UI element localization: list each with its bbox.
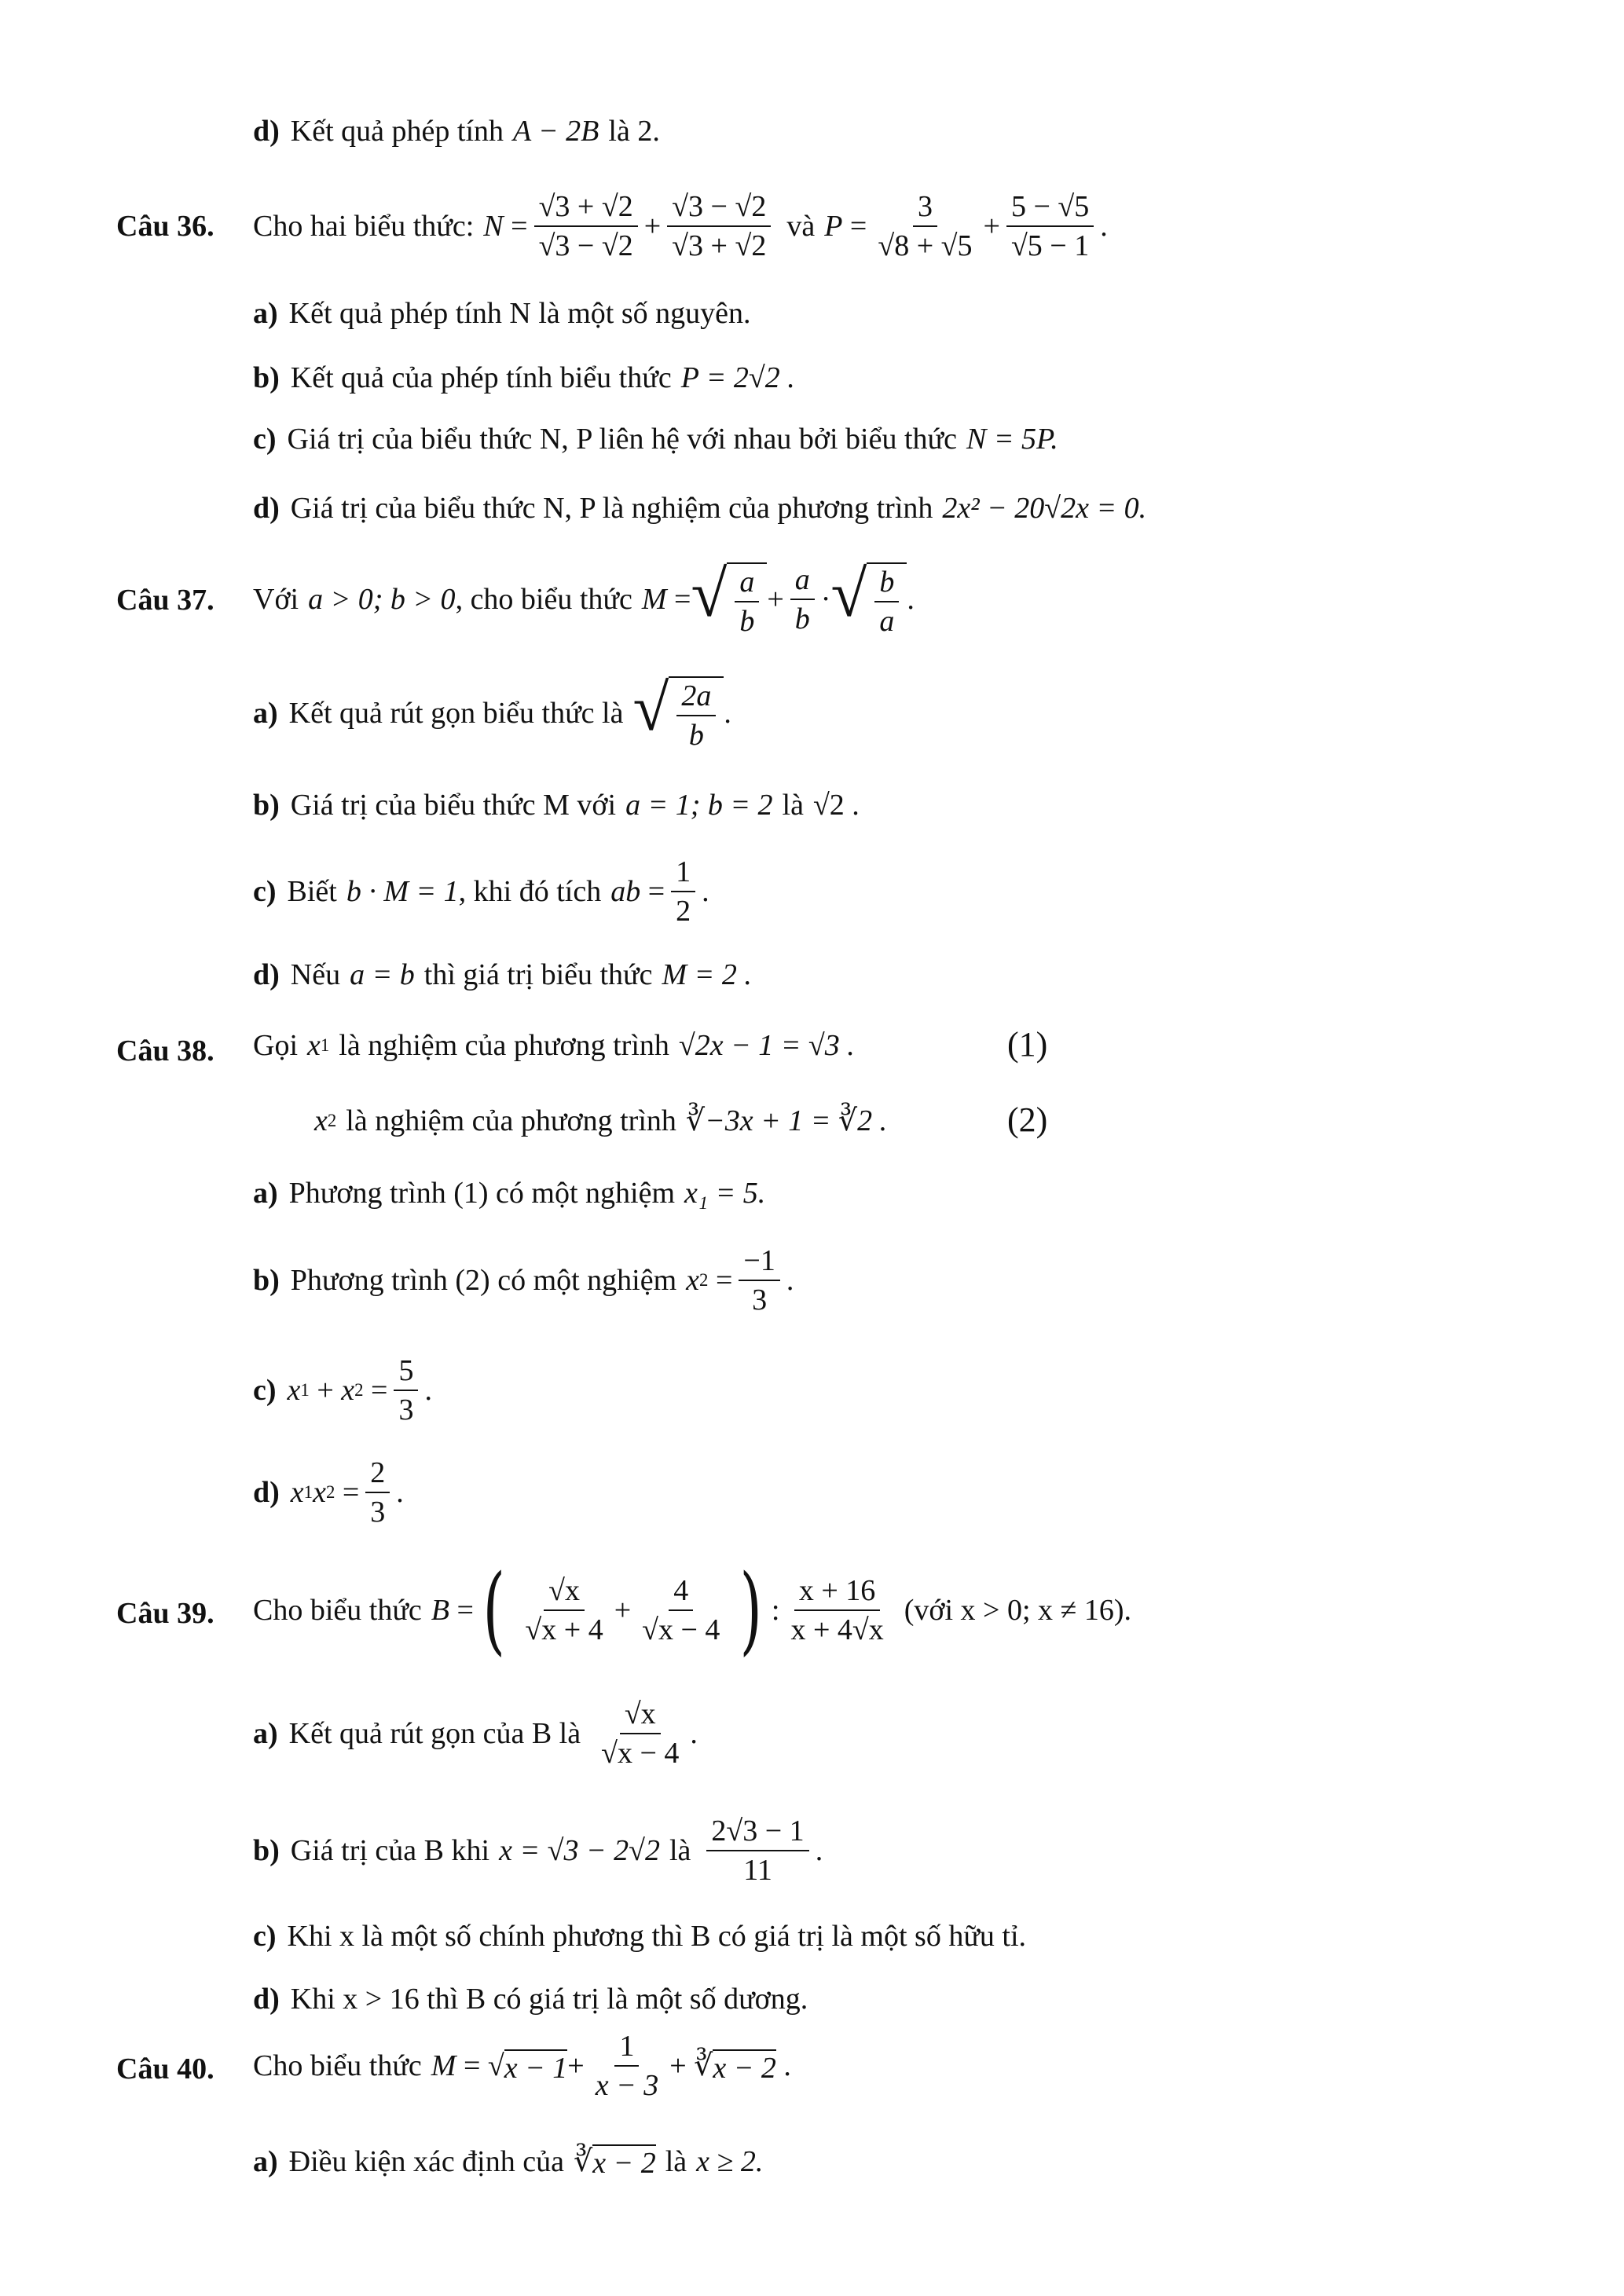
q36-option-c [253, 424, 1058, 454]
option-tail: là 2. [608, 115, 660, 148]
q37-option-c: c) Biết b · M = 1 , khi đó tích ab = $\frac{1}{2}$ . [253, 855, 709, 928]
option-label: c) [253, 1920, 277, 1953]
math-expr: 2x² − 20√2x = 0. [942, 492, 1147, 525]
math-expr: x = √3 − 2√2 [499, 1834, 660, 1867]
left-paren: ( [482, 1554, 505, 1666]
q37-option-d [253, 960, 752, 990]
option-text: Khi x > 16 thì B có giá trị là một số dương. [290, 1983, 808, 2016]
question-label: Câu 38. [116, 1034, 214, 1067]
option-label: d) [253, 1476, 280, 1509]
option-label: c) [253, 423, 277, 456]
option-label: c) [253, 1374, 277, 1407]
fraction: $\frac{5}{3}$ [394, 1356, 418, 1425]
option-text: Giá trị của biểu thức M với [290, 789, 617, 822]
question-intro: Cho biểu thức [253, 1594, 422, 1627]
sqrt-expr: √ $\frac{b}{a}$ [830, 562, 907, 636]
option-text: Phương trình (2) có một nghiệm [290, 1264, 677, 1297]
fraction: $\frac{-1}{3}$ [739, 1246, 779, 1315]
fraction: $\frac{√3 + √2}{√3 - √2}$ [534, 192, 638, 261]
option-label: a) [253, 697, 278, 730]
option-text: Biết [287, 875, 337, 908]
option-text: Giá trị của B khi [290, 1834, 490, 1867]
option-label: d) [253, 492, 280, 525]
q39-stem: Cho biểu thức B = ( $\frac{√x}{√x + 4}$ + $\frac{4}{√x - 4}$ ) : $\frac{x + 16}{x + 4√x}$ (với x > 0; x ≠ 16). [253, 1554, 1132, 1666]
connector-text: là [665, 2144, 687, 2178]
fraction: $\frac{√x}{√x + 4}$ [525, 1574, 603, 1646]
q39-option-b: b) Giá trị của B khi x = √3 − 2√2 là $\frac{2√3 - 1}{11}$ . [253, 1814, 823, 1887]
q36-option-a [253, 298, 751, 328]
question-intro: Cho biểu thức [253, 2049, 422, 2082]
option-text: Kết quả của phép tính biểu thức [290, 361, 672, 394]
option-text: Kết quả rút gọn của B là [288, 1717, 581, 1750]
condition: (với x > 0; x ≠ 16). [904, 1594, 1132, 1627]
option-text: Kết quả phép tính [290, 115, 504, 148]
q40-option-a: a) Điều kiện xác định của ∛ x − 2 là x ≥ 2. [253, 2144, 764, 2180]
fraction: $\frac{2}{3}$ [365, 1458, 390, 1527]
q37-stem: Với a > 0; b > 0 , cho biểu thức M = √ $\frac{a}{b}$ + $\frac{a}{b}$ · √ $\frac{b}{a}$ . [253, 558, 915, 638]
option-label: a) [253, 1177, 278, 1210]
option-text: Khi x là một số chính phương thì B có giá trị là một số hữu tỉ. [287, 1920, 1027, 1953]
sqrt-expr: √ $\frac{2a}{b}$ [632, 676, 724, 750]
equation: ∛−3x + 1 = ∛2 . [685, 1104, 888, 1137]
q37-option-a: a) Kết quả rút gọn biểu thức là √ $\frac{2a}{b}$ . [253, 672, 731, 752]
fraction: $\frac{√x}{√x - 4}$ [601, 1697, 680, 1770]
q39-option-c [253, 1921, 1026, 1951]
option-label: a) [253, 1717, 278, 1750]
math-expr: P = 2√2 . [680, 361, 795, 394]
option-text: , khi đó tích [458, 875, 602, 908]
q38-option-b: b) Phương trình (2) có một nghiệm x 2 = $\frac{-1}{3}$ . [253, 1244, 794, 1316]
question-intro-post: , cho biểu thức [455, 583, 632, 616]
q38-option-d: d) x 1 x 2 = $\frac{2}{3}$ . [253, 1456, 404, 1529]
equation-tag: (1) [1007, 1025, 1048, 1064]
question-intro: Cho hai biểu thức: [253, 210, 475, 243]
connector-text: là [782, 789, 804, 822]
q40-stem: Cho biểu thức M = √ x − 1 + $\frac{1}{x - 3}$ + ∛ x − 2 . [253, 2030, 791, 2102]
option-text: Kết quả rút gọn biểu thức là [288, 697, 624, 730]
fraction: $\frac{1}{x - 3}$ [595, 2030, 659, 2102]
question-intro: Với [253, 583, 299, 616]
condition: x ≥ 2. [696, 2144, 764, 2178]
question-text: là nghiệm của phương trình [339, 1029, 669, 1062]
option-label: d) [253, 958, 280, 991]
option-text: Phương trình (1) có một nghiệm [288, 1177, 676, 1210]
option-text: Giá trị của biểu thức N, P là nghiệm của phương trình [290, 492, 933, 525]
option-label: a) [253, 297, 278, 330]
condition: a = 1; b = 2 [625, 789, 773, 822]
conjunction: và [786, 210, 816, 243]
fraction: $\frac{a}{b}$ [790, 565, 815, 634]
question-text: là nghiệm của phương trình [346, 1104, 676, 1137]
q36-option-b [253, 363, 795, 393]
math-expr: √2 . [812, 789, 860, 822]
q38-option-c: c) x 1 + x 2 = $\frac{5}{3}$ . [253, 1354, 432, 1426]
option-text: thì giá trị biểu thức [423, 958, 653, 991]
q38-stem-line1: Gọi x 1 là nghiệm của phương trình √2x − 1 = √3 . [253, 1029, 855, 1062]
condition: a = b [350, 958, 415, 991]
q39-option-d [253, 1984, 808, 2014]
connector-text: là [669, 1834, 691, 1867]
option-label: b) [253, 361, 280, 394]
fraction: $\frac{3}{√8 + √5}$ [878, 190, 973, 262]
option-label: b) [253, 1834, 280, 1867]
q38-stem-line2: x 2 là nghiệm của phương trình ∛−3x + 1 = ∛2 . [314, 1104, 888, 1137]
fraction: $\frac{x + 16}{x + 4√x}$ [790, 1574, 884, 1646]
math-expr: b · M = 1 [346, 875, 459, 908]
math-expr: M = 2 . [662, 958, 752, 991]
question-label: Câu 37. [116, 584, 214, 617]
question-label: Câu 40. [116, 2052, 214, 2085]
fraction: $\frac{2√3 - 1}{11}$ [706, 1816, 808, 1885]
condition: a > 0; b > 0 [308, 583, 456, 616]
option-label: d) [253, 1983, 280, 2016]
question-label: Câu 36. [116, 210, 214, 243]
fraction: $\frac{√3 - √2}{√3 + √2}$ [667, 192, 771, 261]
option-text: Điều kiện xác định của [288, 2144, 564, 2178]
q35-option-d [253, 116, 660, 146]
option-text: Giá trị của biểu thức N, P liên hệ với nhau bởi biểu thức [287, 423, 957, 456]
q36-option-d [253, 493, 1146, 523]
equation: √2x − 1 = √3 . [678, 1029, 855, 1062]
math-expr: x₁ = 5. [684, 1177, 766, 1210]
fraction: $\frac{1}{2}$ [671, 857, 695, 926]
fraction: $\frac{4}{√x - 4}$ [642, 1574, 720, 1646]
q39-option-a: a) Kết quả rút gọn của B là $\frac{√x}{√x - 4}$ . [253, 1697, 698, 1770]
option-label: b) [253, 1264, 280, 1297]
math-expr: A − 2B [513, 115, 599, 148]
option-label: d) [253, 115, 280, 148]
sqrt-expr: √ $\frac{a}{b}$ [691, 562, 767, 636]
q37-option-b [253, 790, 860, 820]
math-expr: N = 5P. [966, 423, 1058, 456]
question-label: Câu 39. [116, 1597, 214, 1630]
option-label: b) [253, 789, 280, 822]
option-text: Nếu [290, 958, 341, 991]
equation-tag: (2) [1007, 1100, 1048, 1139]
q38-option-a [253, 1178, 765, 1208]
q36-stem: Cho hai biểu thức: N = $\frac{√3 + √2}{√3 - √2}$ + $\frac{√3 - √2}{√3 + √2}$ và P = $\frac{3}{√8 + √5}$ + $\frac{5 - √5}{√5 - 1}$ . [253, 190, 1108, 262]
question-intro: Gọi [253, 1029, 298, 1062]
right-paren: ) [739, 1554, 763, 1666]
option-label: a) [253, 2144, 278, 2178]
option-label: c) [253, 875, 277, 908]
option-text: Kết quả phép tính N là một số nguyên. [288, 297, 751, 330]
fraction: $\frac{5 - √5}{√5 - 1}$ [1006, 192, 1094, 261]
